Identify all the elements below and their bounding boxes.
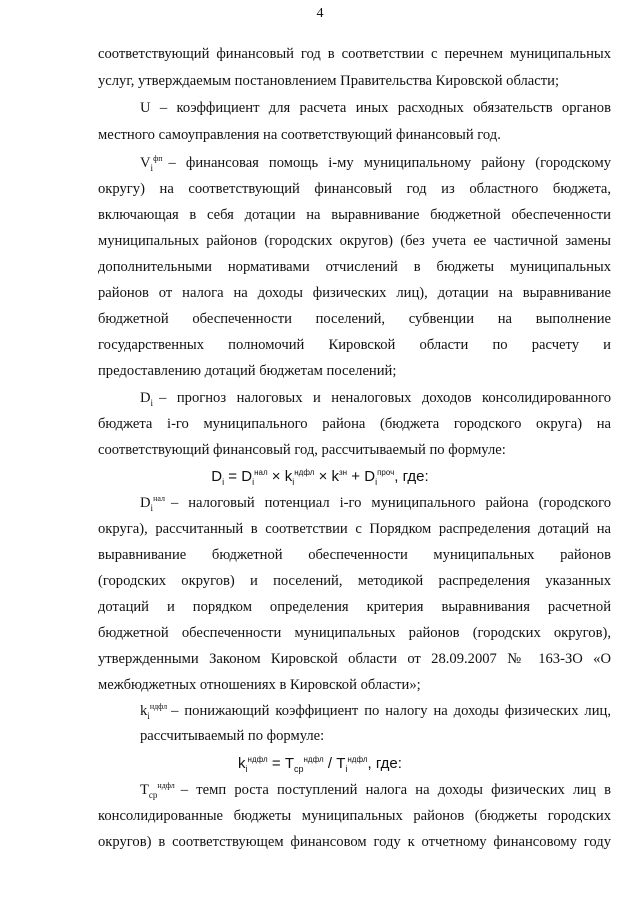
text-line: предоставлению дотаций бюджетам поселений; — [98, 363, 397, 379]
text-line: округу) на соответствующий финансовый год из областного бюджета, — [98, 181, 611, 197]
text-line — [140, 702, 611, 720]
page-number: 4 — [316, 6, 324, 21]
text-line — [140, 781, 611, 799]
text-line: соответствующий финансовый год, рассчитываемый по формуле: — [98, 442, 506, 458]
text-line-rest: – прогноз налоговых и неналоговых доходов консолидированного — [159, 390, 611, 406]
symbol-k-ndfl: $k_i^{ндфл}$ — [140, 702, 168, 721]
symbol-v: $V_i^{фп}$ — [140, 154, 163, 173]
formula-coefficient: $k_i^{ндфл} = T_{ср}^{ндфл} / T_i^{ндфл}$, где: — [238, 755, 402, 774]
text-line-rest: – темп роста поступлений налога на доходы физических лиц в — [180, 782, 611, 798]
text-line — [140, 154, 611, 172]
text-line: услуг, утверждаемым постановлением Правительства Кировской области; — [98, 73, 560, 89]
text-line: бюджета i-го муниципального района (бюджета городского округа) на — [98, 416, 611, 432]
text-line: государственных полномочий Кировской области по расчету и — [98, 337, 611, 353]
text-line — [140, 494, 611, 512]
text-line: округов) в соответствующем финансовом году к отчетному финансовому году — [98, 834, 611, 850]
text-line: (городских округов) и поселений, методикой распределения указанных — [98, 573, 611, 589]
text-line: дополнительными нормативами отчислений в бюджеты муниципальных — [98, 259, 611, 275]
symbol-t-sr: $T_{ср}^{ндфл}$ — [140, 781, 175, 800]
text-line: бюджетной обеспеченности муниципальных районов (городских округов), — [98, 625, 611, 641]
symbol-d-nal: $D_i^{нал}$ — [140, 494, 165, 513]
text-line-rest: – финансовая помощь i-му муниципальному району (городскому — [168, 155, 611, 171]
text-line-rest: – понижающий коэффициент по налогу на доходы физических лиц, — [171, 703, 611, 719]
text-line — [140, 389, 611, 407]
text-line: утвержденными Законом Кировской области от 28.09.2007 № 163-ЗО «О — [98, 651, 611, 667]
formula-revenue: $D_i = D_i^{нал} \times k_i^{ндфл} \times k^{зн} + D_i^{проч}$, где: — [211, 468, 429, 487]
text-line: дотаций и порядком определения критерия выравнивания расчетной — [98, 599, 611, 615]
text-line: U – коэффициент для расчета иных расходных обязательств органов — [140, 100, 611, 116]
text-line: включающая в себя дотации на выравнивание бюджетной обеспеченности — [98, 207, 611, 223]
text-line: округа), рассчитанный в соответствии с Порядком распределения дотаций на — [98, 521, 611, 537]
text-line: муниципальных районов (городских округов) (без учета ее частичной замены — [98, 233, 611, 249]
text-line: межбюджетных отношениях в Кировской области»; — [98, 677, 421, 693]
text-line: выравнивание бюджетной обеспеченности муниципальных районов — [98, 547, 611, 563]
text-line: местного самоуправления на соответствующий финансовый год. — [98, 127, 501, 143]
symbol-d: $D_i$ — [140, 390, 154, 408]
text-line: районов от налога на доходы физических лиц), дотации на выравнивание — [98, 285, 611, 301]
text-line: консолидированные бюджеты муниципальных районов (бюджеты городских — [98, 808, 611, 824]
text-line: рассчитываемый по формуле: — [140, 728, 325, 744]
text-line: соответствующий финансовый год в соответствии с перечнем муниципальных — [98, 46, 611, 62]
text-line: бюджетной обеспеченности поселений, субвенции на выполнение — [98, 311, 611, 327]
text-line-rest: – налоговый потенциал i-го муниципального района (городского — [170, 495, 611, 511]
